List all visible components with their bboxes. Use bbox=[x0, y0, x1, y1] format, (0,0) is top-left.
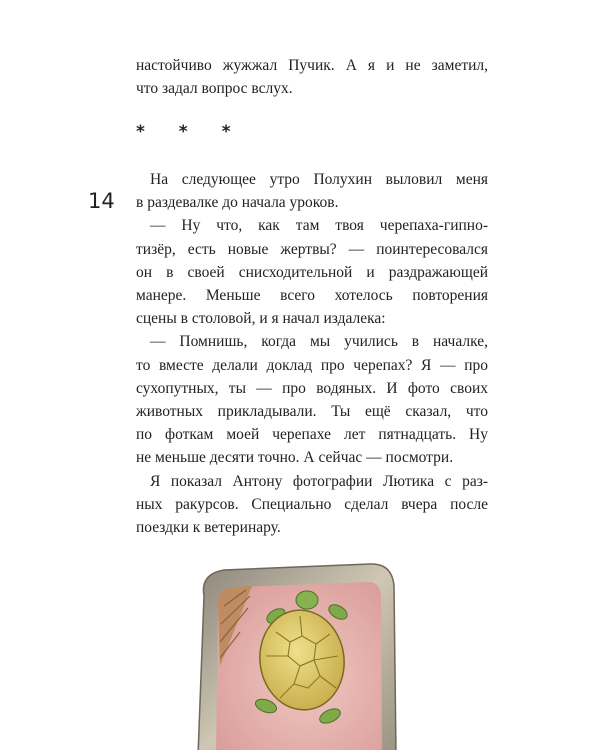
text-line: тизёр, есть новые жертвы? — поинтересовался bbox=[136, 240, 488, 258]
paragraph bbox=[136, 168, 488, 214]
phone-illustration bbox=[190, 556, 400, 750]
text-line: Я показал Антону фотографии Лютика с раз- bbox=[150, 472, 488, 490]
paragraph bbox=[136, 214, 488, 330]
paragraph bbox=[136, 330, 488, 469]
text-line: не меньше десяти точно. А сейчас — посмотри. bbox=[136, 449, 454, 467]
text-line: что задал вопрос вслух. bbox=[136, 80, 293, 98]
section-separator: * * * bbox=[136, 122, 245, 142]
text-line: то вместе делали доклад про черепах? Я — про bbox=[136, 356, 488, 374]
text-line: На следующее утро Полухин выловил меня bbox=[150, 171, 488, 188]
text-line: животных прикладывали. Ты ещё сказал, что bbox=[136, 403, 488, 421]
text-line: — Помнишь, когда мы учились в началке, bbox=[150, 333, 488, 351]
main-text bbox=[136, 168, 488, 539]
text-line: настойчиво жужжал Пучик. А я и не заметил, bbox=[136, 57, 488, 74]
text-line: — Ну что, как там твоя черепаха-гипно- bbox=[150, 217, 488, 235]
text-line: он в своей снисходительной и раздражающей bbox=[136, 263, 488, 281]
text-line: по фоткам моей черепахе лет пятнадцать. Ну bbox=[136, 426, 488, 444]
top-paragraph bbox=[136, 54, 488, 100]
text-line: манере. Меньше всего хотелось повторения bbox=[136, 287, 488, 305]
turtle-head bbox=[296, 591, 318, 609]
text-line: сухопутных, ты — про водяных. И фото своих bbox=[136, 379, 488, 397]
text-line: в раздевалке до начала уроков. bbox=[136, 194, 339, 212]
page-number: 14 bbox=[88, 189, 115, 213]
text-line: сцены в столовой, и я начал издалека: bbox=[136, 310, 386, 328]
phone-with-turtle-photo-icon bbox=[190, 556, 400, 750]
paragraph bbox=[136, 470, 488, 540]
text-line: поездки к ветеринару. bbox=[136, 519, 281, 537]
text-line: ных ракурсов. Специально сделал вчера после bbox=[136, 495, 488, 513]
